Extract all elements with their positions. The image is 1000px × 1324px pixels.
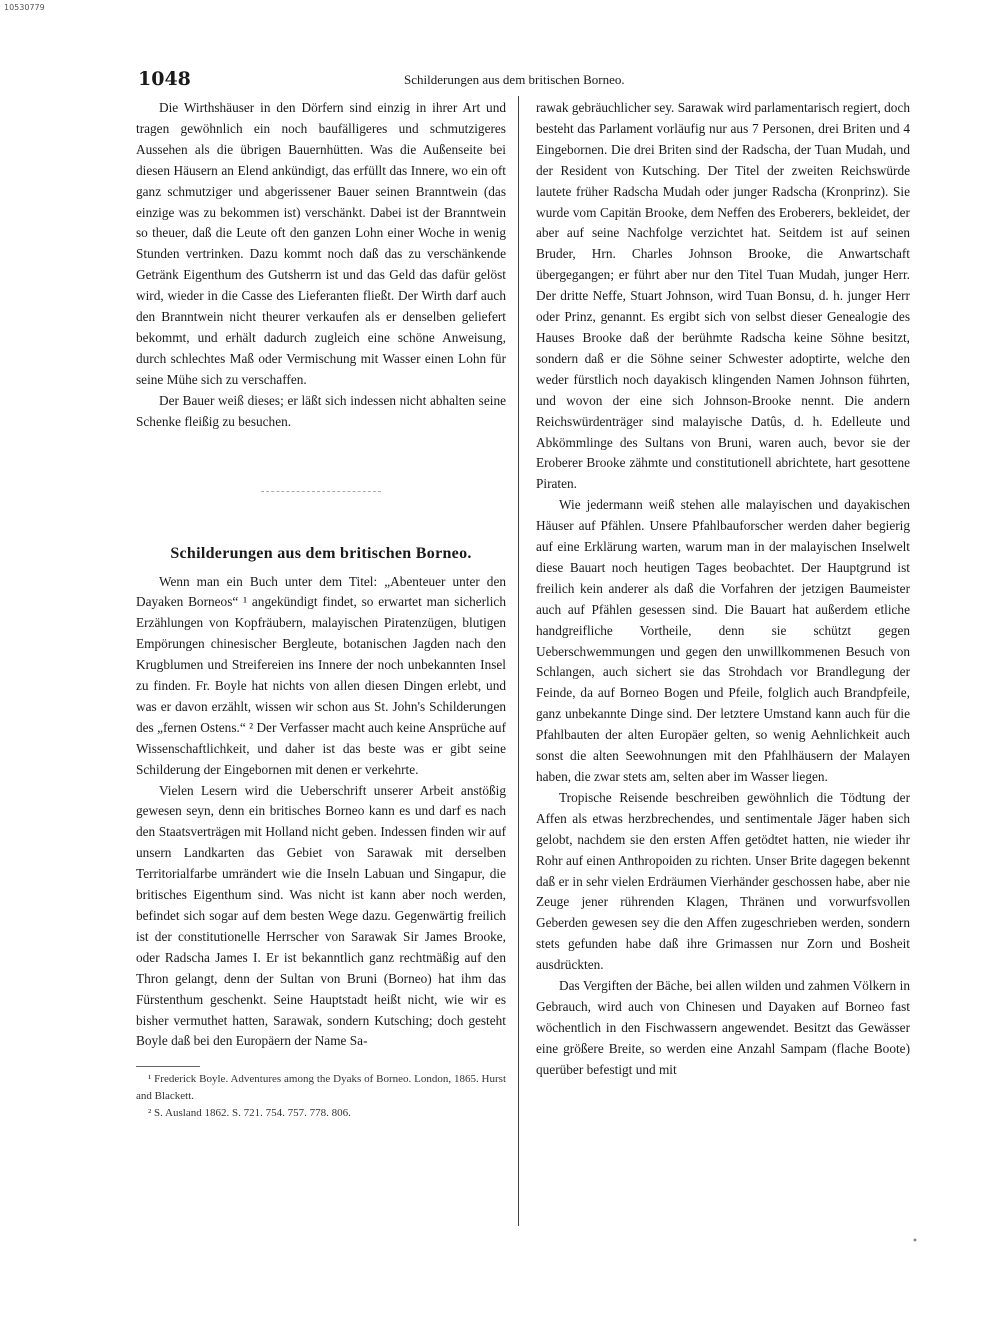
column-divider <box>518 96 519 1226</box>
page-number: 1048 <box>138 68 191 90</box>
paragraph: Der Bauer weiß dieses; er läßt sich indessen nicht abhalten seine Schenke fleißig zu besuchen. <box>136 392 506 429</box>
paragraph: Die Wirthshäuser in den Dörfern sind einzig in ihrer Art und tragen gewöhnlich ein noch baufälligeres und schmutzigeres Aussehen als die übrigen Bauernhütten. Was die Außenseite bei diesen Häusern an Elend ankündigt, das erfüllt das Innere, wo ein oft ganz schmutziger und abgerissener Bauer seinen Branntwein (das einzige was zu bekommen ist) verschänkt. Dabei ist der Branntwein so theuer, daß die Leute oft den ganzen Lohn einer Woche in wenig Stunden vertrinken. Dazu kommt noch daß das zu verschänkende Getränk Eigenthum des Gutsherrn ist und das Geld das dafür gelöst wird, wieder in die Casse des Lieferanten fließt. Der Wirth darf auch den Branntwein nicht theurer verkaufen als er denselben geliefert bekommt, und erhält dadurch zugleich eine schöne Anweisung, durch schlechtes Maß oder Vermischung mit Wasser einen Lohn für seine Mühe sich zu verschaffen. <box>136 100 506 387</box>
scan-id: 10530779 <box>4 3 45 12</box>
running-header: Schilderungen aus dem britischen Borneo. <box>404 72 625 87</box>
paragraph: Tropische Reisende beschreiben gewöhnlich die Tödtung der Affen als etwas herzbrechendes, und sentimentale Jäger haben sich gelobt, nachdem sie den ersten Affen getödtet hatten, nie wieder ihr Rohr auf einen Anthropoiden zu richten. Unser Brite dagegen bekennt daß er in sehr vielen Erdräumen Vierhänder geschossen habe, aber nie Zeuge jener rührenden Klagen, Thränen und vorwurfsvollen Geberden gewesen sey die den Affen zugeschrieben werden, sondern stets gefunden habe daß ihre Grimassen nur Zorn und Bosheit ausdrückten. <box>536 789 910 973</box>
left-column <box>136 98 506 1122</box>
paragraph: Das Vergiften der Bäche, bei allen wilden und zahmen Völkern in Gebrauch, wird auch von Chinesen und Dayaken auf Borneo fast wöchentlich in den Fischwassern angewendet. Besitzt das Gewässer eine größere Breite, so werden eine Anzahl Sampam (flache Boote) querüber befestigt und mit <box>536 978 910 1077</box>
paragraph: rawak gebräuchlicher sey. Sarawak wird parlamentarisch regiert, doch besteht das Parlament vorläufig nur aus 7 Personen, drei Briten und 4 Eingebornen. Die drei Briten sind der Radscha, der Tuan Mudah, und der Resident von Kutsching. Der Titel der zweiten Reichswürde lautete früher Radscha Mudah oder junger Radscha (Kronprinz). Sie wurde vom Capitän Brooke, dem Neffen des Eroberers, bekleidet, der aber auf seine Nachfolge verzichtet hat. Seitdem ist auf seinen Bruder, Hrn. Charles Johnson Brooke, die Anwartschaft übergegangen; er führt aber nur den Titel Tuan Mudah, junger Herr. Der dritte Neffe, Stuart Johnson, wird Tuan Bonsu, d. h. junger Herr oder Prinz, genannt. Es ergibt sich von selbst dieser Genealogie des Hauses Brooke daß der berühmte Radscha keine Söhne besitzt, sondern daß er die Söhne seiner Schwester adoptirte, welche den weder fürstlich noch dayakisch klingenden Namen Johnson führten, und wovon der eine sich Johnson-Brooke nennt. Die andern Reichswürdenträger sind malayische Datûs, d. h. Edelleute und Abkömmlinge des Sultans von Bruni, waren auch, bevor sie der Eroberer Brooke zähmte und constitutionell abrichtete, hart gesottene Piraten. <box>536 100 910 492</box>
footnote-rule <box>136 1066 200 1067</box>
right-column <box>536 98 910 1081</box>
footnote: ¹ Frederick Boyle. Adventures among the Dyaks of Borneo. London, 1865. Hurst and Blackett. <box>136 1073 506 1103</box>
scan-speck: • <box>912 1236 918 1247</box>
paragraph: Wenn man ein Buch unter dem Titel: „Abenteuer unter den Dayaken Borneos“ ¹ angekündigt findet, so erwartet man sicherlich Erzählungen von Kopfräubern, malayischen Piratenzügen, blutigen Empörungen chinesischer Bergleute, botanischen Jagden nach den Krugblumen und Streifereien ins Innere der noch unbekannten Insel zu finden. Fr. Boyle hat nichts von allen diesen Dingen erlebt, und was er davon erzählt, wissen wir schon aus St. John's Schilderungen des „fernen Ostens.“ ² Der Verfasser macht auch keine Ansprüche auf Wissenschaftlichkeit, und daher ist das beste was er gibt seine Schilderung der Eingebornen mit denen er verkehrte. <box>136 573 506 777</box>
paragraph: Vielen Lesern wird die Ueberschrift unserer Arbeit anstößig gewesen seyn, denn ein britisches Borneo kann es und darf es nach den Staatsverträgen mit Holland nicht geben. Indessen finden wir auf unsern Landkarten das Gebiet von Sarawak mit derselben Territorialfarbe umrändert wie die Inseln Labuan und Singapur, die britisches Eigenthum sind. Was nicht ist kann aber noch werden, befindet sich sogar auf dem besten Wege dazu. Gegenwärtig freilich ist der constitutionelle Herrscher von Sarawak Sir James Brooke, oder Radscha James I. Er ist bekanntlich ganz rechtmäßig auf den Thron gelangt, denn der Sultan von Bruni (Borneo) hat ihm das Fürstenthum geschenkt. Seine Hauptstadt heißt nicht, wie wir es bisher vermuthet hatten, Sarawak, sondern Kutsching; doch gesteht Boyle daß bei den Europäern der Name Sa- <box>136 782 506 1049</box>
section-separator <box>261 491 381 492</box>
section-title: Schilderungen aus dem britischen Borneo. <box>170 544 472 562</box>
paragraph: Wie jedermann weiß stehen alle malayischen und dayakischen Häuser auf Pfählen. Unsere Pfahlbauforscher werden daher begierig auf eine Erklärung warten, warum man in der malayischen Inselwelt diese Bauart noch heutigen Tages beobachtet. Der Hauptgrund ist freilich kein anderer als daß die Vorfahren der jetzigen Baumeister auch auf Pfählen gesessen sind. Die Bauart hat außerdem etliche handgreifliche Vortheile, denn sie schützt gegen Ueberschwemmungen und gegen den unwillkommenen Besuch von Schlangen, auch sichert sie das Strohdach vor Brandlegung der Feinde, da auf Borneo Bogen und Pfeile, folglich auch Brandpfeile, ganz unbekannte Dinge sind. Der letztere Umstand kann auch für die Pfahlbauten der alten Europäer gelten, so wenig Aehnlichkeit auch sonst die alten Seewohnungen mit den Pfahlhäusern der Malayen haben, die zwar stets am, selten aber im Wasser liegen. <box>536 497 910 784</box>
footnote: ² S. Ausland 1862. S. 721. 754. 757. 778. 806. <box>148 1107 351 1120</box>
